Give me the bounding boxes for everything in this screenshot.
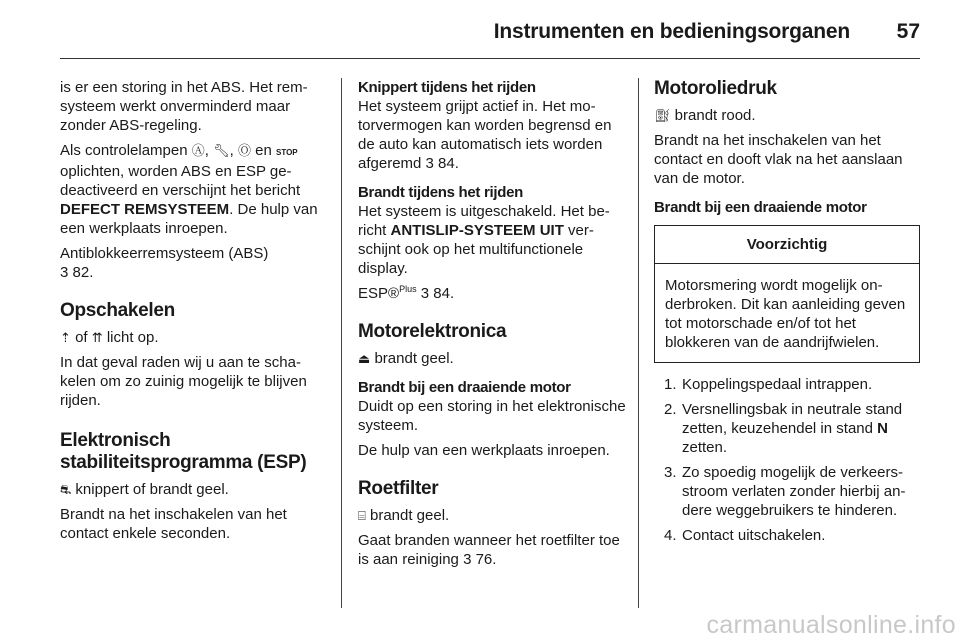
section-heading: Opschakelen bbox=[60, 300, 175, 321]
abs-warning-icon: Ⓐ bbox=[191, 143, 205, 158]
paragraph: ⇡ of ⇈ licht op. bbox=[60, 329, 159, 346]
stop-icon: STOP bbox=[276, 148, 298, 157]
paragraph: De hulp van een werkplaats inroepen. bbox=[358, 442, 610, 459]
section-heading: Motoroliedruk bbox=[654, 78, 777, 99]
paragraph: ⛐ knippert of brandt geel. bbox=[60, 481, 229, 498]
paragraph: Het systeem is uitgeschakeld. Het bericht ANTISLIP-SYSTEEM UIT verschijnt ook op het multifunctionele display. bbox=[358, 203, 610, 277]
paragraph: is er een storing in het ABS. Het remsysteem werkt onverminderd maar zonder ABS-regeling. bbox=[60, 79, 308, 134]
paragraph: Duidt op een storing in het elektronische systeem. bbox=[358, 398, 626, 434]
section-heading: Motorelektronica bbox=[358, 321, 507, 342]
brake-warning-icon: Ⓞ bbox=[237, 143, 251, 158]
double-upshift-icon: ⇈ bbox=[91, 330, 103, 345]
list-item: 1. Koppelingspedaal intrappen. bbox=[664, 376, 873, 393]
paragraph: ESP®$^{Plus}$ 3 84. bbox=[358, 284, 455, 302]
caution-box bbox=[654, 225, 920, 363]
upshift-icon: ⇡ bbox=[60, 330, 71, 345]
section-heading: Elektronisch stabiliteitsprogramma (ESP) bbox=[60, 430, 307, 473]
column-divider bbox=[638, 78, 639, 608]
esp-icon: ⛐ bbox=[60, 482, 72, 497]
paragraph: In dat geval raden wij u aan te schakelen om zo zuinig mogelijk te blijven rijden. bbox=[60, 354, 307, 409]
paragraph: Gaat branden wanneer het roetfilter toe is aan reiniging 3 76. bbox=[358, 532, 620, 568]
page-number: 57 bbox=[896, 20, 920, 43]
paragraph: Als controlelampen Ⓐ, 🔧︎, Ⓞ en STOP oplichten, worden ABS en ESP gedeactiveerd en verschijnt het bericht DEFECT REMSYSTEEM. De hulp van een werkplaats inroepen. bbox=[60, 142, 318, 237]
list-item: 4. Contact uitschakelen. bbox=[664, 527, 826, 544]
page-reference: 3 84. bbox=[416, 285, 455, 302]
page-header bbox=[60, 0, 920, 59]
subsection-heading: Brandt tijdens het rijden bbox=[358, 184, 524, 201]
paragraph: ⏏ brandt geel. bbox=[358, 350, 454, 367]
paragraph: Antiblokkeerremsysteem (ABS) 3 82. bbox=[60, 245, 269, 281]
paragraph: Brandt na het inschakelen van het contact enkele seconden. bbox=[60, 506, 287, 542]
steps-list bbox=[654, 375, 920, 545]
column-divider bbox=[341, 78, 342, 608]
column-2 bbox=[358, 78, 626, 575]
wrench-icon: 🔧︎ bbox=[213, 143, 230, 158]
paragraph: ⛽︎ brandt rood. bbox=[654, 107, 756, 124]
engine-icon: ⏏ bbox=[358, 351, 371, 366]
page-reference: 3 84. bbox=[425, 155, 459, 172]
list-item: 3. Zo spoedig mogelijk de verkeersstroom verlaten zonder hierbij andere weggebruikers te hinderen. bbox=[664, 464, 906, 519]
diesel-particulate-filter-icon: ⌸ bbox=[358, 508, 366, 523]
watermark: carmanualsonline.info bbox=[706, 611, 956, 639]
section-heading: Roetfilter bbox=[358, 478, 439, 499]
paragraph: Brandt na het inschakelen van het contact en dooft vlak na het aanslaan van de motor. bbox=[654, 132, 903, 187]
subsection-heading: Brandt bij een draaiende motor bbox=[358, 379, 571, 396]
column-1 bbox=[60, 78, 324, 549]
caution-body: Motorsmering wordt mogelijk onderbroken. Dit kan aanleiding geven tot motorschade en/of tot het blokkeren van de aandrijfwielen. bbox=[665, 277, 906, 351]
caution-title: Voorzichtig bbox=[655, 226, 919, 264]
page-reference: 3 76. bbox=[463, 551, 497, 568]
oil-pressure-icon: ⛽︎ bbox=[654, 108, 671, 123]
paragraph: ⌸ brandt geel. bbox=[358, 507, 450, 524]
subsection-heading: Brandt bij een draaiende motor bbox=[654, 199, 867, 216]
page-title: Instrumenten en bedieningsorganen bbox=[493, 20, 850, 43]
column-3 bbox=[654, 78, 920, 551]
page-reference: 3 82. bbox=[60, 264, 94, 281]
paragraph: Het systeem grijpt actief in. Het motorvermogen kan worden begrensd en de auto kan automatisch iets worden afgeremd 3 84. bbox=[358, 98, 612, 172]
subsection-heading: Knippert tijdens het rijden bbox=[358, 79, 536, 96]
list-item: 2. Versnellingsbak in neutrale stand zetten, keuzehendel in stand N zetten. bbox=[664, 401, 903, 456]
